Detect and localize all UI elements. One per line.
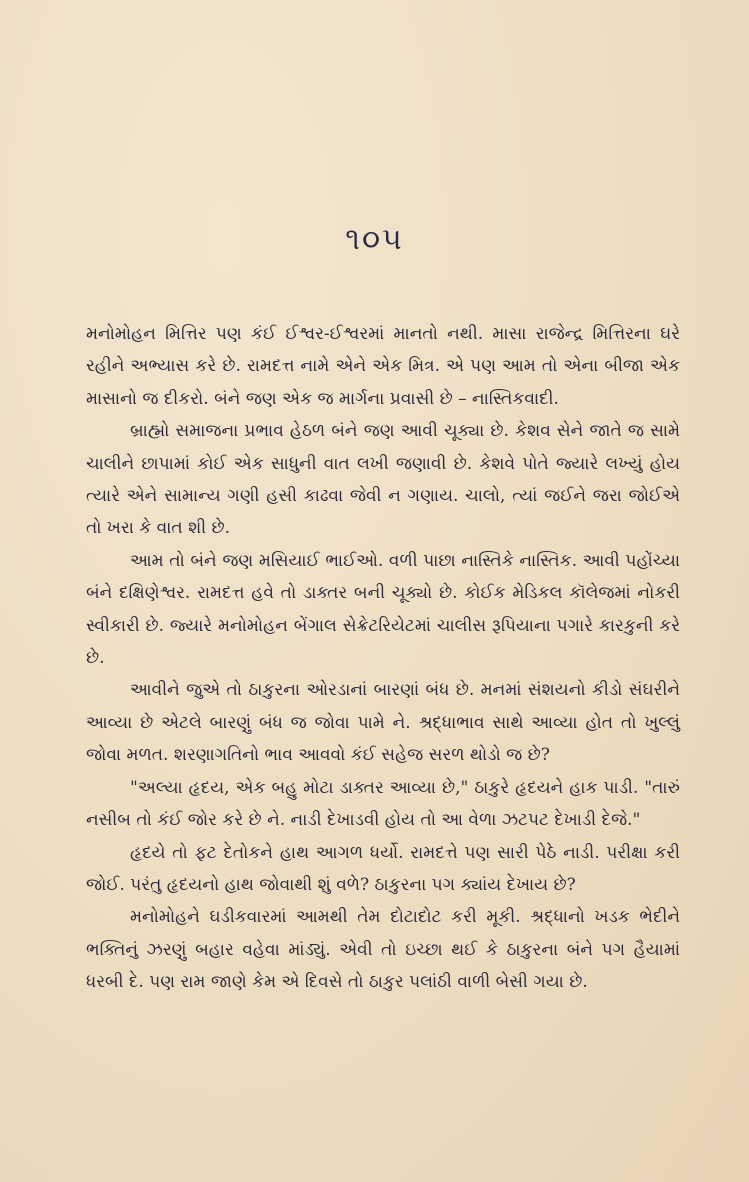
paragraph-2: બ્રાહ્મો સમાજના પ્રભાવ હેઠળ બંને જણ આવી ચૂક્યા છે. કેશવ સેને જાતે જ સામે ચાલીને છાપામાં કોઈ એક સાધુની વાત લખી જણાવી છે. કેશવે પોતે જ્યારે લખ્યું હોય ત્યારે એને સામાન્ય ગણી હસી કાઢવા જેવી ન ગણાય. ચાલો, ત્યાં જઈને જરા જોઈએ તો ખરા કે વાત શી છે. <box>86 421 680 539</box>
paragraph-7: મનોમોહને ઘડીકવારમાં આમથી તેમ દોટાદોટ કરી મૂકી. શ્રદ્ધાનો ખડક ભેદીને ભક્તિનું ઝરણું બહાર વહેવા માંડ્યું. એવી તો ઇચ્છા થઈ કે ઠાકુરના બંને પગ હૈયામાં ધરબી દે. પણ રામ જાણે કેમ એ દિવસે તો ઠાકુર પલાંઠી વાળી બેસી ગયા છે. <box>86 907 680 993</box>
paragraph-1: મનોમોહન મિત્તિર પણ કંઈ ઈશ્વર-ઈશ્વરમાં માનતો નથી. માસા રાજેન્દ્ર મિત્તિરના ઘરે રહીને અભ્યાસ કરે છે. રામદત્ત નામે એને એક મિત્ર. એ પણ આમ તો એના બીજા એક માસાનો જ દીકરો. બંને જણ એક જ માર્ગના પ્રવાસી છે – નાસ્તિકવાદી. <box>86 324 680 409</box>
paragraph-6: હૃદયે તો ફટ દેતોકને હાથ આગળ ધર્યો. રામદત્તે પણ સારી પેઠે નાડી. પરીક્ષા કરી જોઈ. પરંતુ હૃદયનો હાથ જોવાથી શું વળે? ઠાકુરના પગ ક્યાંય દેખાય છે? <box>86 842 680 895</box>
paragraph-4: આવીને જુએ તો ઠાકુરના ઓરડાનાં બારણાં બંધ છે. મનમાં સંશયનો કીડો સંઘરીને આવ્યા છે એટલે બારણું બંધ જ જોવા પામે ને. શ્રદ્ધાભાવ સાથે આવ્યા હોત તો ખુલ્લું જોવા મળત. શરણાગતિનો ભાવ આવવો કંઈ સહેજ સરળ થોડો જ છે? <box>86 680 680 766</box>
paragraph-3: આમ તો બંને જણ મસિયાઈ ભાઈઓ. વળી પાછા નાસ્તિકે નાસ્તિક. આવી પહોંચ્યા બંને દક્ષિણેશ્વર. રામદત્ત હવે તો ડાક્તર બની ચૂક્યો છે. કોઈક મેડિકલ કૉલેજમાં નોકરી સ્વીકારી છે. જ્યારે મનોમોહન બેંગાલ સેક્રેટરિયેટમાં ચાલીસ રૂપિયાના પગારે કારકુની કરે છે. <box>86 550 680 669</box>
body-text <box>86 318 680 999</box>
paragraph-5: "અલ્યા હૃદય, એક બહુ મોટા ડાક્તર આવ્યા છે," ઠાકુરે હૃદયને હાક પાડી. "તારું નસીબ તો કંઈ જોર કરે છે ને. નાડી દેખાડવી હોય તો આ વેળા ઝટપટ દેખાડી દેજે." <box>86 777 680 831</box>
page-number: ૧૦૫ <box>345 222 404 257</box>
